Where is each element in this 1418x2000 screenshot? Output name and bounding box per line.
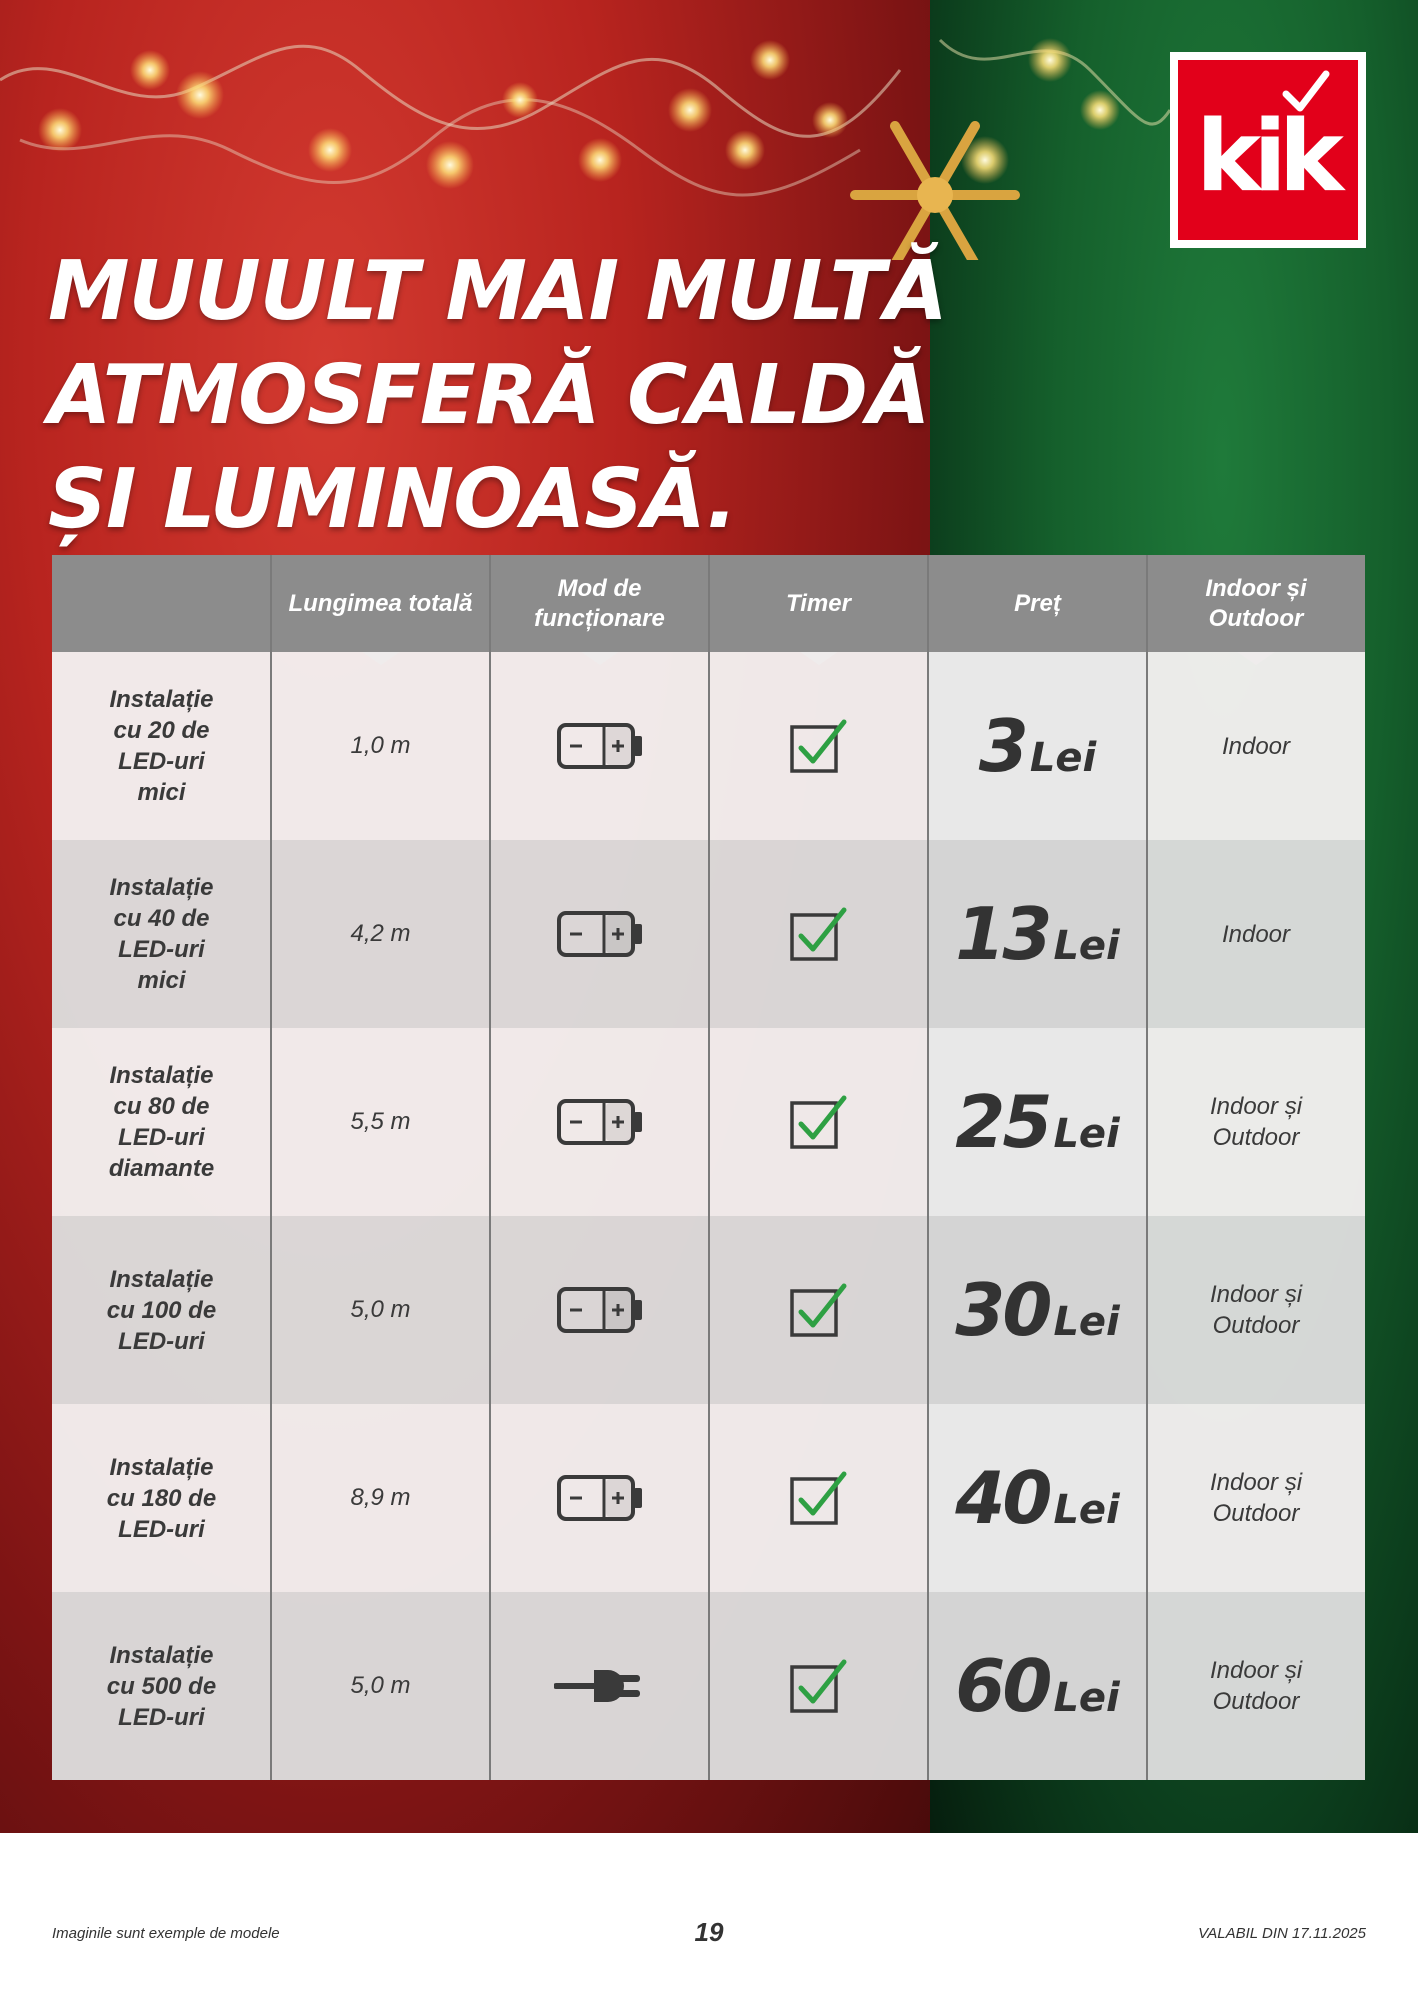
price-currency: Lei <box>1029 735 1097 781</box>
column-divider <box>708 555 710 1780</box>
location-cell: Indoor și Outdoor <box>1209 1657 1303 1715</box>
price-currency: Lei <box>1053 1675 1120 1721</box>
price-value: 25 <box>955 1080 1050 1164</box>
price-currency: Lei <box>1053 1487 1120 1533</box>
location-cell: Indoor <box>1221 920 1291 948</box>
product-name: Instalație cu 20 de LED-uri mici <box>109 686 214 806</box>
timer-cell <box>709 1028 928 1216</box>
product-name: Instalație cu 80 de LED-uri diamante <box>108 1062 215 1182</box>
price-value: 13 <box>955 892 1050 976</box>
product-length: 5,5 m <box>350 1108 411 1135</box>
column-divider <box>489 555 491 1780</box>
plug-icon <box>554 1662 646 1710</box>
headline-line-2: ATMOSFERĂ CALDĂ <box>48 348 930 443</box>
timer-cell <box>709 652 928 840</box>
product-name: Instalație cu 40 de LED-uri mici <box>109 874 214 994</box>
comparison-table <box>52 555 1365 1780</box>
kik-logo <box>1170 52 1366 248</box>
header-timer: Timer <box>709 555 928 652</box>
battery-icon <box>556 1098 644 1146</box>
price-currency: Lei <box>1053 1299 1120 1345</box>
checkbox-checked-icon <box>789 1470 849 1526</box>
price-currency: Lei <box>1053 1111 1120 1157</box>
checkbox-checked-icon <box>789 906 849 962</box>
power-mode-cell <box>490 652 709 840</box>
price-value: 40 <box>955 1456 1050 1540</box>
column-divider <box>1146 555 1148 1780</box>
kik-logo-mark <box>1178 60 1358 240</box>
product-length: 5,0 m <box>350 1672 411 1699</box>
header-empty <box>52 555 271 652</box>
price-tag <box>955 1268 1120 1352</box>
price-tag <box>955 1080 1120 1164</box>
power-mode-cell <box>490 1404 709 1592</box>
power-mode-cell <box>490 1216 709 1404</box>
price-currency: Lei <box>1053 923 1120 969</box>
timer-cell <box>709 840 928 1028</box>
location-cell: Indoor și Outdoor <box>1209 1281 1303 1339</box>
location-cell: Indoor și Outdoor <box>1209 1469 1303 1527</box>
price-cell <box>928 1028 1147 1216</box>
header-length: Lungimea totală <box>271 555 490 652</box>
checkbox-checked-icon <box>789 1094 849 1150</box>
price-cell <box>928 652 1147 840</box>
product-length: 1,0 m <box>350 732 411 759</box>
footer-disclaimer: Imaginile sunt exemple de modele <box>52 1925 280 1942</box>
price-value: 30 <box>955 1268 1050 1352</box>
checkbox-checked-icon <box>789 1282 849 1338</box>
battery-icon <box>556 722 644 770</box>
page-number: 19 <box>694 1917 724 1947</box>
power-mode-cell <box>490 1592 709 1780</box>
product-name: Instalație cu 500 de LED-uri <box>106 1641 217 1731</box>
price-tag <box>955 1456 1120 1540</box>
footer-validity: VALABIL DIN 17.11.2025 <box>1198 1925 1366 1942</box>
column-divider <box>927 555 929 1780</box>
page-title <box>48 240 947 552</box>
power-mode-cell <box>490 840 709 1028</box>
price-tag <box>979 704 1096 788</box>
price-cell <box>928 1404 1147 1592</box>
timer-cell <box>709 1216 928 1404</box>
battery-icon <box>556 1474 644 1522</box>
timer-cell <box>709 1404 928 1592</box>
battery-icon <box>556 1286 644 1334</box>
headline-line-3: ȘI LUMINOASĂ. <box>48 452 737 547</box>
svg-text:kik: kik <box>1196 100 1336 214</box>
header-price: Preț <box>928 555 1147 652</box>
header-location: Indoor și Outdoor <box>1147 555 1365 652</box>
location-cell: Indoor <box>1221 732 1291 760</box>
checkbox-checked-icon <box>789 1658 849 1714</box>
battery-icon <box>556 910 644 958</box>
price-tag <box>955 892 1120 976</box>
header-mode: Mod de funcționare <box>490 555 709 652</box>
price-cell <box>928 840 1147 1028</box>
column-divider <box>270 555 272 1780</box>
product-length: 4,2 m <box>350 920 411 947</box>
headline-line-1: MUUULT MAI MULTĂ <box>48 244 947 339</box>
checkbox-checked-icon <box>789 718 849 774</box>
location-cell: Indoor și Outdoor <box>1209 1093 1303 1151</box>
price-value: 3 <box>978 704 1026 788</box>
price-cell <box>928 1592 1147 1780</box>
footer <box>0 1833 1418 2000</box>
price-cell <box>928 1216 1147 1404</box>
timer-cell <box>709 1592 928 1780</box>
product-length: 5,0 m <box>350 1296 411 1323</box>
product-name: Instalație cu 100 de LED-uri <box>106 1265 217 1355</box>
product-length: 8,9 m <box>350 1484 411 1511</box>
power-mode-cell <box>490 1028 709 1216</box>
product-name: Instalație cu 180 de LED-uri <box>106 1453 217 1543</box>
price-tag <box>955 1644 1120 1728</box>
price-value: 60 <box>955 1644 1050 1728</box>
